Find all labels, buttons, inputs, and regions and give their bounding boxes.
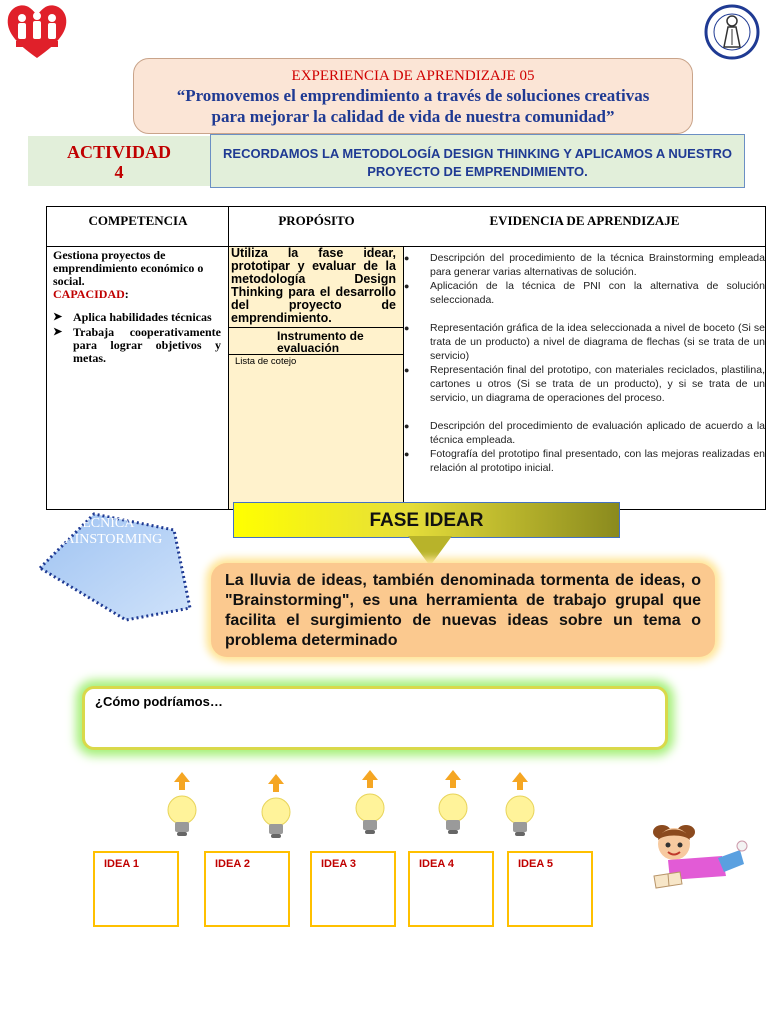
activity-label-text: ACTIVIDAD — [66, 142, 171, 162]
experience-number: EXPERIENCIA DE APRENDIZAJE 05 — [291, 68, 535, 84]
fe-y-alegria-logo — [4, 2, 70, 60]
reading-girl-illustration — [640, 820, 750, 896]
evidencia-item: ● Aplicación de la técnica de PNI con la alternativa de solución seleccionada. — [404, 280, 765, 306]
evidencia-item: ● Fotografía del prototipo final presentado, con las mejoras realizadas en relación al prototipo inicial. — [404, 448, 765, 474]
evidencia-item: ● Representación final del prototipo, con materiales reciclados, plastilina, cartones u otros (Si se trata de un producto), y si se trata de un servicio, un diagrama de operaciones del proceso. — [404, 364, 765, 404]
bulb-icon — [256, 772, 296, 844]
como-podriamos-input[interactable] — [82, 686, 668, 750]
arrow-bullet-icon: ➤ — [53, 326, 63, 338]
capacidad-item: ➤ Aplica habilidades técnicas — [53, 310, 212, 324]
learning-table — [46, 206, 766, 510]
idea-box-4[interactable] — [408, 851, 494, 927]
evidencia-list — [404, 251, 765, 475]
idea-label: IDEA 2 — [215, 858, 251, 870]
bullet-icon: ● — [404, 449, 410, 459]
arrow-bullet-icon: ➤ — [53, 311, 63, 323]
capacidad-item: ➤ Trabaja cooperativamente para lograr objetivos y metas. — [53, 325, 221, 365]
activity-title-line2: PROYECTO DE EMPRENDIMIENTO. — [367, 164, 588, 179]
experience-title-line2: para mejorar la calidad de vida de nuestra comunidad” — [211, 107, 615, 126]
activity-title — [210, 134, 745, 188]
header-proposito: PROPÓSITO — [229, 207, 404, 247]
header-competencia: COMPETENCIA — [47, 207, 229, 247]
bullet-icon: ● — [404, 323, 410, 333]
activity-title-line1: RECORDAMOS LA METODOLOGÍA DESIGN THINKING Y APLICAMOS A NUESTRO — [223, 146, 732, 161]
idea-box-1[interactable] — [93, 851, 179, 927]
activity-label — [28, 136, 210, 186]
idea-label: IDEA 1 — [104, 858, 140, 870]
bulb-icon — [162, 770, 202, 842]
idea-label: IDEA 4 — [419, 858, 455, 870]
bullet-icon: ● — [404, 365, 410, 375]
school-seal-logo — [704, 3, 760, 61]
como-podriamos-prompt: ¿Cómo podríamos… — [95, 694, 223, 709]
competencia-cell: Gestiona proyectos de emprendimiento económico o social. CAPACIDAD: ➤ Aplica habilidades técnicas ➤ Trabaja cooperativamente para lograr objetivos y metas. — [53, 248, 221, 365]
brainstorming-definition: La lluvia de ideas, también denominada tormenta de ideas, o "Brainstorming", es una herramienta de trabajo grupal que facilita el surgimiento de nuevas ideas sobre un tema o problema determinado — [211, 563, 715, 657]
bulb-icon — [500, 770, 540, 842]
evidencia-item: ● Descripción del procedimiento de evaluación aplicado de acuerdo a la técnica empleada. — [404, 420, 765, 446]
proposito-text: Utiliza la fase idear, prototipar y evaluar de la metodología Design Thinking para el desarrollo del proyecto de emprendimiento. — [231, 246, 396, 325]
competencia-text: Gestiona proyectos de emprendimiento económico o social. — [53, 248, 204, 288]
bulb-icon — [433, 768, 473, 840]
bullet-icon: ● — [404, 421, 410, 431]
bulb-icon — [350, 768, 390, 840]
bullet-icon: ● — [404, 253, 410, 263]
evidencia-item: ● Representación gráfica de la idea seleccionada a nivel de boceto (Si se trata de un producto) a nivel de diagrama de flechas (si se trata de un servicio) — [404, 322, 765, 362]
idea-label: IDEA 5 — [518, 858, 554, 870]
brainstorming-shape-text: TÉCNICA BRAINSTORMING — [45, 516, 163, 547]
evidencia-item: ● Descripción del procedimiento de la técnica Brainstorming empleada para generar varias alternativas de solución. — [404, 252, 765, 278]
activity-number: 4 — [114, 162, 124, 182]
idea-box-3[interactable] — [310, 851, 396, 927]
bullet-icon: ● — [404, 281, 410, 291]
instrumento-value: Lista de cotejo — [235, 356, 297, 367]
idea-box-5[interactable] — [507, 851, 593, 927]
idea-box-2[interactable] — [204, 851, 290, 927]
experience-title-line1: “Promovemos el emprendimiento a través de soluciones creativas — [176, 86, 650, 105]
idea-label: IDEA 3 — [321, 858, 357, 870]
capacidad-label: CAPACIDAD — [53, 287, 125, 301]
callout-arrow — [408, 536, 452, 566]
experience-header — [133, 58, 693, 134]
fase-idear-banner: FASE IDEAR — [233, 502, 620, 538]
header-evidencia: EVIDENCIA DE APRENDIZAJE — [404, 207, 765, 247]
instrumento-label: Instrumento de evaluación — [229, 327, 404, 355]
